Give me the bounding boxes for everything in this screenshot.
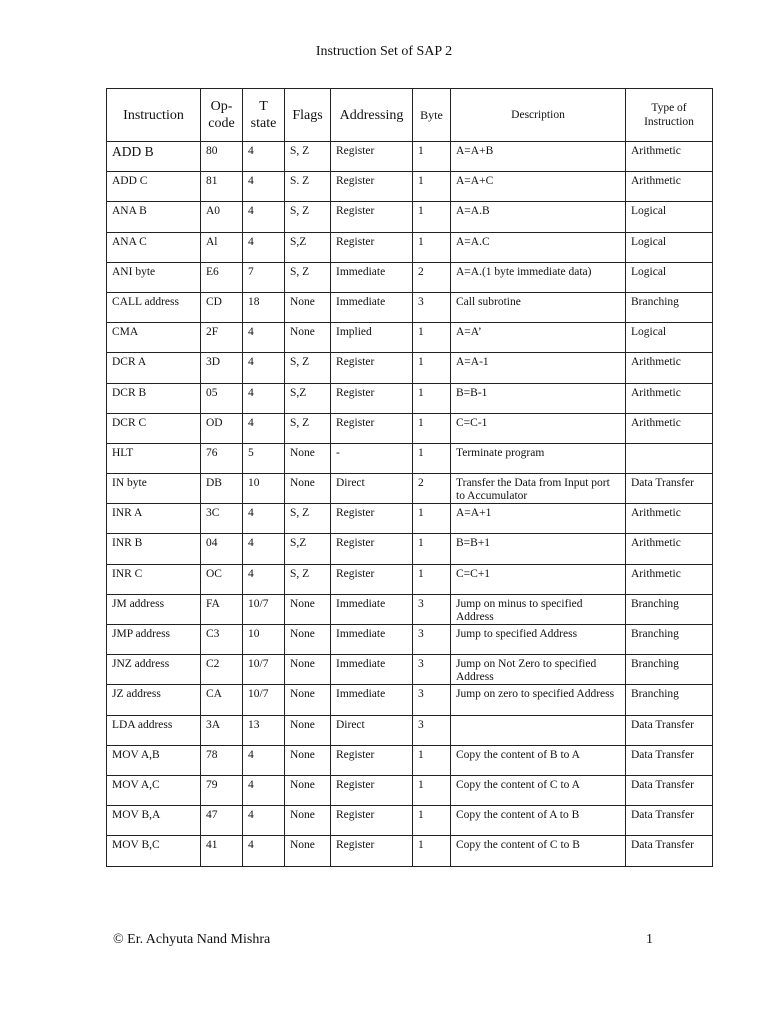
header-type-of-instruction: Type of Instruction [626, 89, 713, 142]
type-cell: Branching [626, 685, 713, 715]
flags-cell: None [285, 474, 331, 504]
opcode-cell: Al [201, 232, 243, 262]
table-row [107, 202, 713, 232]
description-cell: A=A+B [451, 142, 626, 172]
description-cell: B=B+1 [451, 534, 626, 564]
byte-cell: 3 [413, 292, 451, 322]
addressing-cell: Register [331, 836, 413, 866]
byte-cell: 1 [413, 564, 451, 594]
table-row [107, 383, 713, 413]
opcode-cell: 3C [201, 504, 243, 534]
byte-cell: 3 [413, 625, 451, 655]
description-cell: A=A+1 [451, 504, 626, 534]
description-cell [451, 715, 626, 745]
header-instruction: Instruction [107, 89, 201, 142]
type-cell: Data Transfer [626, 806, 713, 836]
type-cell: Branching [626, 594, 713, 624]
instruction-cell: LDA address [107, 715, 201, 745]
header-row [107, 89, 713, 142]
table-row [107, 172, 713, 202]
t-state-cell: 5 [243, 443, 285, 473]
flags-cell: S, Z [285, 202, 331, 232]
t-state-cell: 4 [243, 806, 285, 836]
table-row [107, 594, 713, 624]
byte-cell: 2 [413, 474, 451, 504]
description-cell: B=B-1 [451, 383, 626, 413]
flags-cell: S, Z [285, 413, 331, 443]
type-cell: Arithmetic [626, 142, 713, 172]
table-row [107, 625, 713, 655]
t-state-cell: 10 [243, 625, 285, 655]
addressing-cell: Immediate [331, 292, 413, 322]
table-row [107, 413, 713, 443]
flags-cell: S,Z [285, 232, 331, 262]
header-flags: Flags [285, 89, 331, 142]
addressing-cell: Register [331, 202, 413, 232]
t-state-cell: 7 [243, 262, 285, 292]
opcode-cell: 2F [201, 323, 243, 353]
instruction-cell: IN byte [107, 474, 201, 504]
table-row [107, 474, 713, 504]
flags-cell: None [285, 323, 331, 353]
type-cell: Data Transfer [626, 715, 713, 745]
byte-cell: 1 [413, 413, 451, 443]
t-state-cell: 4 [243, 836, 285, 866]
instruction-cell: JM address [107, 594, 201, 624]
description-cell: Copy the content of C to B [451, 836, 626, 866]
opcode-cell: CA [201, 685, 243, 715]
addressing-cell: - [331, 443, 413, 473]
description-cell: Jump on zero to specified Address [451, 685, 626, 715]
flags-cell: S, Z [285, 564, 331, 594]
addressing-cell: Register [331, 172, 413, 202]
flags-cell: None [285, 625, 331, 655]
opcode-cell: OD [201, 413, 243, 443]
flags-cell: None [285, 443, 331, 473]
type-cell: Branching [626, 625, 713, 655]
addressing-cell: Register [331, 564, 413, 594]
instruction-cell: DCR A [107, 353, 201, 383]
instruction-cell: ANA C [107, 232, 201, 262]
opcode-cell: 04 [201, 534, 243, 564]
byte-cell: 1 [413, 836, 451, 866]
page-number: 1 [646, 932, 653, 947]
t-state-cell: 10/7 [243, 685, 285, 715]
opcode-cell: 80 [201, 142, 243, 172]
opcode-cell: FA [201, 594, 243, 624]
flags-cell: None [285, 775, 331, 805]
opcode-cell: 79 [201, 775, 243, 805]
description-cell: Copy the content of C to A [451, 775, 626, 805]
byte-cell: 1 [413, 353, 451, 383]
table-row [107, 564, 713, 594]
addressing-cell: Implied [331, 323, 413, 353]
byte-cell: 3 [413, 715, 451, 745]
opcode-cell: 78 [201, 745, 243, 775]
t-state-cell: 4 [243, 413, 285, 443]
byte-cell: 1 [413, 142, 451, 172]
table-row [107, 534, 713, 564]
type-cell: Arithmetic [626, 534, 713, 564]
type-cell: Arithmetic [626, 413, 713, 443]
byte-cell: 1 [413, 202, 451, 232]
table-row [107, 443, 713, 473]
instruction-cell: DCR B [107, 383, 201, 413]
byte-cell: 1 [413, 383, 451, 413]
addressing-cell: Register [331, 504, 413, 534]
byte-cell: 1 [413, 443, 451, 473]
instruction-cell: JNZ address [107, 655, 201, 685]
table-row [107, 504, 713, 534]
header-description: Description [451, 89, 626, 142]
byte-cell: 3 [413, 594, 451, 624]
addressing-cell: Direct [331, 474, 413, 504]
t-state-cell: 4 [243, 142, 285, 172]
type-cell: Arithmetic [626, 172, 713, 202]
flags-cell: S,Z [285, 383, 331, 413]
type-cell: Arithmetic [626, 353, 713, 383]
type-cell [626, 443, 713, 473]
opcode-cell: DB [201, 474, 243, 504]
flags-cell: None [285, 745, 331, 775]
t-state-cell: 4 [243, 383, 285, 413]
addressing-cell: Immediate [331, 655, 413, 685]
flags-cell: None [285, 594, 331, 624]
t-state-cell: 13 [243, 715, 285, 745]
addressing-cell: Register [331, 534, 413, 564]
t-state-cell: 10 [243, 474, 285, 504]
byte-cell: 1 [413, 504, 451, 534]
header-t-state: T state [243, 89, 285, 142]
addressing-cell: Register [331, 775, 413, 805]
addressing-cell: Immediate [331, 594, 413, 624]
opcode-cell: 3D [201, 353, 243, 383]
addressing-cell: Direct [331, 715, 413, 745]
description-cell: Copy the content of A to B [451, 806, 626, 836]
t-state-cell: 4 [243, 534, 285, 564]
instruction-cell: INR C [107, 564, 201, 594]
flags-cell: S, Z [285, 353, 331, 383]
description-cell: Jump to specified Address [451, 625, 626, 655]
flags-cell: None [285, 655, 331, 685]
flags-cell: None [285, 806, 331, 836]
description-cell: Jump on Not Zero to specified Address [451, 655, 626, 685]
opcode-cell: 41 [201, 836, 243, 866]
t-state-cell: 4 [243, 172, 285, 202]
flags-cell: S, Z [285, 262, 331, 292]
table-row [107, 685, 713, 715]
instruction-cell: CMA [107, 323, 201, 353]
page-title: Instruction Set of SAP 2 [315, 44, 453, 59]
description-cell: Call subrotine [451, 292, 626, 322]
t-state-cell: 4 [243, 504, 285, 534]
byte-cell: 1 [413, 806, 451, 836]
t-state-cell: 4 [243, 564, 285, 594]
opcode-cell: 76 [201, 443, 243, 473]
type-cell: Logical [626, 232, 713, 262]
type-cell: Branching [626, 292, 713, 322]
type-cell: Branching [626, 655, 713, 685]
table-row [107, 715, 713, 745]
addressing-cell: Register [331, 142, 413, 172]
flags-cell: S. Z [285, 172, 331, 202]
type-cell: Logical [626, 323, 713, 353]
footer-author: © Er. Achyuta Nand Mishra [113, 932, 271, 947]
description-cell: A=A.C [451, 232, 626, 262]
description-cell: A=A.(1 byte immediate data) [451, 262, 626, 292]
byte-cell: 1 [413, 534, 451, 564]
flags-cell: S, Z [285, 504, 331, 534]
byte-cell: 3 [413, 685, 451, 715]
opcode-cell: OC [201, 564, 243, 594]
byte-cell: 1 [413, 745, 451, 775]
instruction-cell: CALL address [107, 292, 201, 322]
instruction-cell: MOV A,B [107, 745, 201, 775]
t-state-cell: 10/7 [243, 594, 285, 624]
type-cell: Arithmetic [626, 564, 713, 594]
type-cell: Data Transfer [626, 474, 713, 504]
addressing-cell: Immediate [331, 262, 413, 292]
description-cell: C=C-1 [451, 413, 626, 443]
header-byte: Byte [413, 89, 451, 142]
table-row [107, 745, 713, 775]
type-cell: Data Transfer [626, 745, 713, 775]
addressing-cell: Register [331, 353, 413, 383]
type-cell: Arithmetic [626, 504, 713, 534]
instruction-cell: INR B [107, 534, 201, 564]
type-cell: Arithmetic [626, 383, 713, 413]
byte-cell: 2 [413, 262, 451, 292]
opcode-cell: 05 [201, 383, 243, 413]
instruction-cell: ANI byte [107, 262, 201, 292]
table-body [107, 142, 713, 867]
addressing-cell: Register [331, 745, 413, 775]
description-cell: A=A+C [451, 172, 626, 202]
type-cell: Data Transfer [626, 775, 713, 805]
instruction-cell: HLT [107, 443, 201, 473]
instruction-cell: MOV A,C [107, 775, 201, 805]
opcode-cell: E6 [201, 262, 243, 292]
t-state-cell: 10/7 [243, 655, 285, 685]
description-cell: A=A’ [451, 323, 626, 353]
type-cell: Logical [626, 202, 713, 232]
table-row [107, 232, 713, 262]
opcode-cell: C2 [201, 655, 243, 685]
instruction-cell: MOV B,C [107, 836, 201, 866]
type-cell: Logical [626, 262, 713, 292]
flags-cell: None [285, 715, 331, 745]
instruction-cell: MOV B,A [107, 806, 201, 836]
table-row [107, 262, 713, 292]
instruction-table [106, 88, 713, 867]
byte-cell: 1 [413, 775, 451, 805]
opcode-cell: CD [201, 292, 243, 322]
header-addressing: Addressing [331, 89, 413, 142]
addressing-cell: Register [331, 232, 413, 262]
description-cell: A=A-1 [451, 353, 626, 383]
t-state-cell: 4 [243, 745, 285, 775]
table-row [107, 806, 713, 836]
table-row [107, 836, 713, 866]
byte-cell: 1 [413, 232, 451, 262]
addressing-cell: Register [331, 806, 413, 836]
byte-cell: 3 [413, 655, 451, 685]
byte-cell: 1 [413, 172, 451, 202]
flags-cell: None [285, 685, 331, 715]
description-cell: Transfer the Data from Input port to Accumulator [451, 474, 626, 504]
instruction-cell: INR A [107, 504, 201, 534]
table-row [107, 353, 713, 383]
instruction-cell: ADD C [107, 172, 201, 202]
t-state-cell: 4 [243, 775, 285, 805]
opcode-cell: 47 [201, 806, 243, 836]
t-state-cell: 4 [243, 353, 285, 383]
addressing-cell: Register [331, 413, 413, 443]
table-row [107, 142, 713, 172]
description-cell: Jump on minus to specified Address [451, 594, 626, 624]
instruction-cell: DCR C [107, 413, 201, 443]
t-state-cell: 4 [243, 202, 285, 232]
description-cell: A=A.B [451, 202, 626, 232]
table-row [107, 775, 713, 805]
description-cell: Terminate program [451, 443, 626, 473]
table-row [107, 655, 713, 685]
description-cell: Copy the content of B to A [451, 745, 626, 775]
opcode-cell: A0 [201, 202, 243, 232]
instruction-cell: JZ address [107, 685, 201, 715]
opcode-cell: 3A [201, 715, 243, 745]
addressing-cell: Register [331, 383, 413, 413]
flags-cell: None [285, 292, 331, 322]
flags-cell: S,Z [285, 534, 331, 564]
instruction-cell: ANA B [107, 202, 201, 232]
opcode-cell: 81 [201, 172, 243, 202]
t-state-cell: 18 [243, 292, 285, 322]
table-row [107, 292, 713, 322]
type-cell: Data Transfer [626, 836, 713, 866]
flags-cell: S, Z [285, 142, 331, 172]
opcode-cell: C3 [201, 625, 243, 655]
table-row [107, 323, 713, 353]
header-opcode: Op- code [201, 89, 243, 142]
instruction-cell: JMP address [107, 625, 201, 655]
flags-cell: None [285, 836, 331, 866]
description-cell: C=C+1 [451, 564, 626, 594]
addressing-cell: Immediate [331, 625, 413, 655]
t-state-cell: 4 [243, 323, 285, 353]
addressing-cell: Immediate [331, 685, 413, 715]
byte-cell: 1 [413, 323, 451, 353]
t-state-cell: 4 [243, 232, 285, 262]
instruction-cell: ADD B [107, 142, 201, 172]
